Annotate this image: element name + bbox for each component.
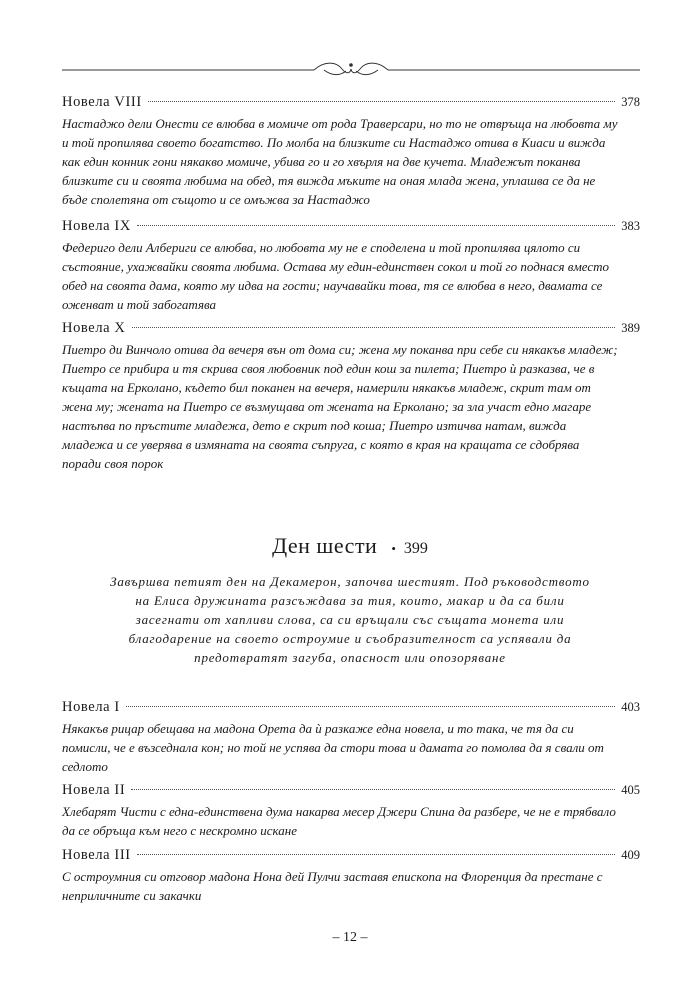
novella-summary: Някакъв рицар обещава на мадона Орета да ѝ разкаже една новела, и то така, че тя да си помисли, че е възседнала кон; но той не успява да стори това и дамата го помолва да я свали от седлото — [62, 721, 604, 774]
page-number: 405 — [621, 783, 640, 797]
day-title: Ден шести — [272, 533, 378, 558]
novella-summary: Настаджо дели Онести се влюбва в момиче от рода Траверсари, но то не отвръща на любовта му и той пропилява своето богатство. По молба на близките си Настаджо отива в Киаси и вижда как един конник гони някакво момиче, убива го и го хвърля на две кучета. Младежът поканва близките си и своята любима на обед, тя вижда мъките на оная млада жена, уплашва се да не бъде сполетяна от същото и се омъжва за Настаджо — [62, 116, 618, 207]
page-number: 389 — [621, 321, 640, 335]
novella-summary: Федериго дели Албериги се влюбва, но любовта му не е споделена и той пропилява цялото си състояние, ухажвайки своята любима. Остава му един-единствен сокол и той го поднася вместо обед на своята дама, която му идва на гости; научавайки това, тя се влюбва в него, двамата се оженват и той забогатява — [62, 240, 609, 312]
novella-title: Новела II — [62, 782, 126, 798]
day-page-number: 399 — [403, 540, 428, 557]
novella-title: Новела X — [62, 320, 126, 336]
footer-page-number: – 12 – — [332, 930, 368, 945]
toc-entry — [62, 845, 640, 905]
toc-entry — [62, 92, 640, 209]
novella-summary: Хлебарят Чисти с една-единствена дума накарва месер Джери Спина да разбере, че не е трябвало да се обръща към него с нескромно искане — [62, 804, 616, 838]
header-ornament-divider — [62, 57, 640, 79]
dot-leader — [132, 327, 616, 328]
day-summary: Завършва петият ден на Декамерон, започва шестият. Под ръководството на Елиса дружината разсъждава за тия, които, макар и да са били засегнати от хапливи слова, са си връщали със същата монета или благодарение на своето остроумие и съобразителност са успявали да предотвратят загуба, опасност или опозоряване — [110, 574, 590, 665]
bullet-separator: • — [391, 541, 396, 556]
dot-leader — [137, 854, 616, 855]
page-number: 378 — [621, 95, 640, 109]
novella-title: Новела III — [62, 847, 131, 863]
dot-leader — [126, 706, 615, 707]
page-number: 403 — [621, 700, 640, 714]
novella-summary: Пиетро ди Винчоло отива да вечеря вън от дома си; жена му поканва при себе си някакъв младеж; Пиетро се прибира и тя скрива своя любовник под един кош за пилета; Пиетро ѝ разказва, че в къщата на Ерколано, където бил поканен на вечеря, намерили някакъв младеж, скрит там от жена му; жената на Пиетро се възмущава от жената на Ерколано; за зла участ едно магаре настъпва по пръстите младежа, дето е скрит под коша; Пиетро изтичва натам, вижда младежа и се уверява в измяната на своята съпруга, с която в края на кращата се сдобрява поради своя порок — [62, 342, 618, 471]
toc-entry — [62, 697, 640, 776]
novella-title: Новела IX — [62, 218, 131, 234]
page-number: 383 — [621, 219, 640, 233]
page-number: 409 — [621, 848, 640, 862]
novella-title: Новела VIII — [62, 94, 142, 110]
toc-entry — [62, 216, 640, 314]
toc-entry — [62, 780, 640, 840]
toc-entry — [62, 318, 640, 473]
day-heading — [0, 533, 700, 559]
novella-title: Новела I — [62, 699, 120, 715]
dot-leader — [148, 101, 615, 102]
novella-summary: С остроумния си отговор мадона Нона дей Пулчи заставя епископа на Флоренция да престане с неприличните си закачки — [62, 869, 603, 903]
dot-leader — [131, 789, 615, 790]
dot-leader — [137, 225, 615, 226]
